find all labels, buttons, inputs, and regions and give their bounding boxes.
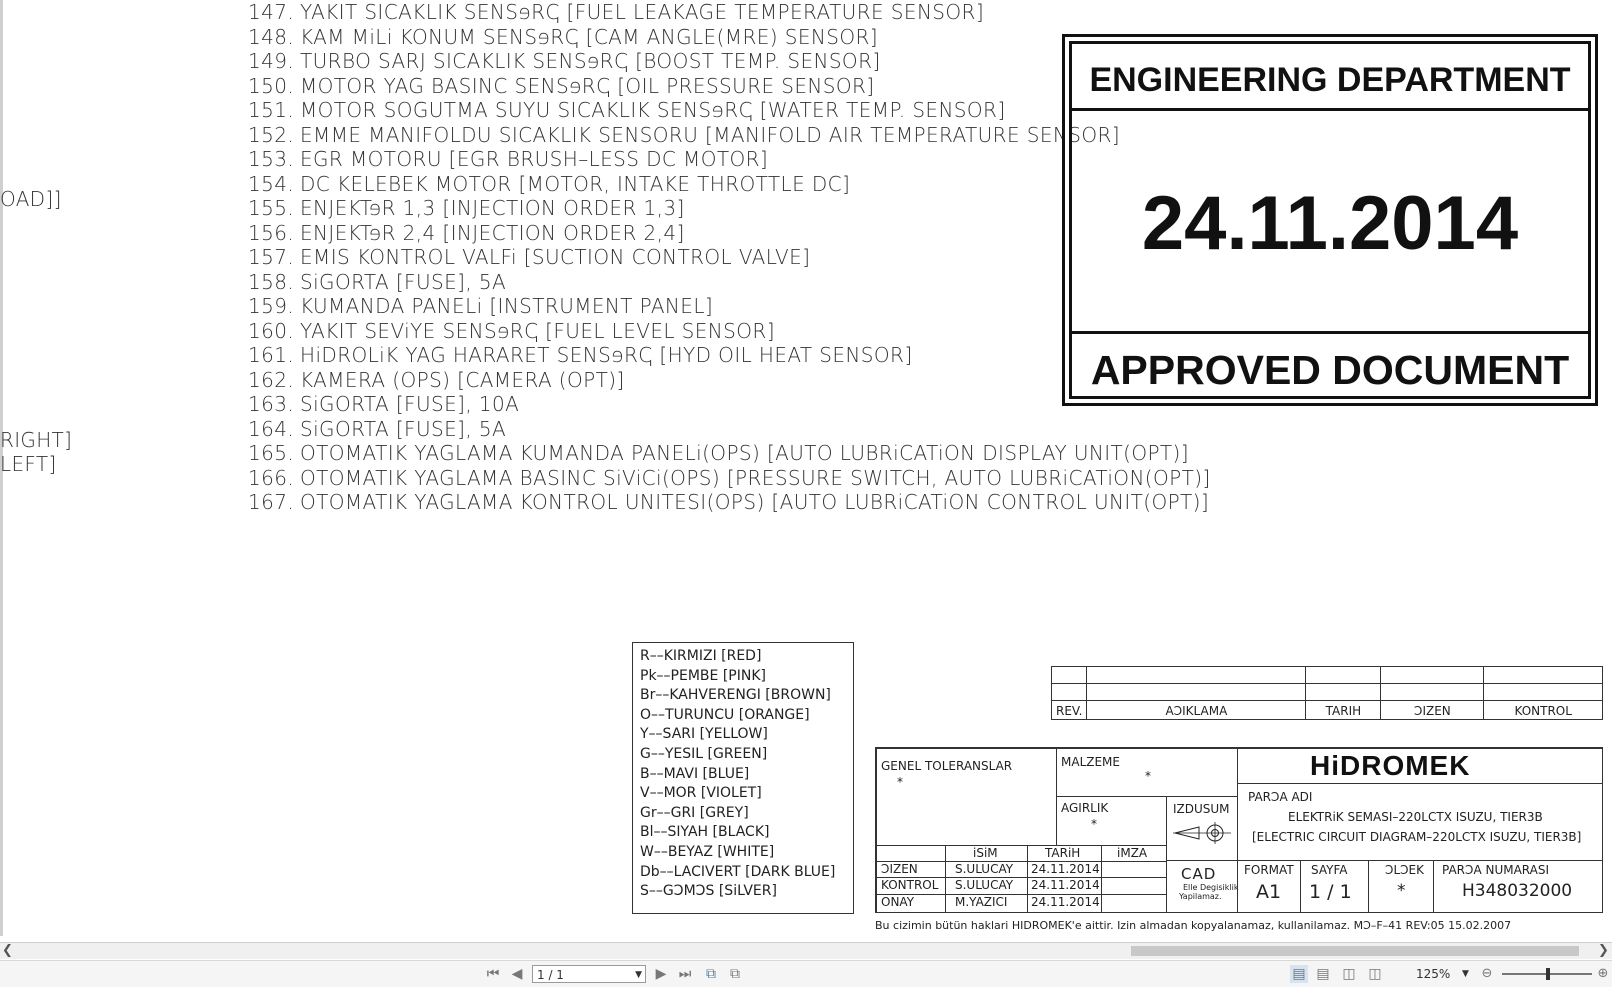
legend-item: Db––LACIVERT [DARK BLUE] — [640, 863, 836, 880]
aciklama-header: AƆIKLAMA — [1087, 701, 1306, 720]
genel-toleranslar-cell — [876, 748, 1057, 846]
cad-note-line2: Yapilamaz. — [1179, 892, 1222, 901]
cad-cell — [1166, 860, 1238, 913]
parts-list-item — [248, 417, 1211, 442]
part-description: SiGORTA [FUSE], 10A — [300, 392, 520, 416]
sayfa-value: 1 / 1 — [1309, 881, 1352, 903]
single-page-view-icon[interactable]: ▤ — [1290, 965, 1308, 983]
scroll-right-icon[interactable]: ❯ — [1598, 943, 1609, 958]
kontrol-date: 24.11.2014 — [1031, 878, 1100, 892]
part-number: 166. — [248, 465, 295, 490]
part-description: YAKIT SEViYE SENSɘRↅ [FUEL LEVEL SENSOR] — [300, 318, 775, 343]
page-indicator: 1 / 1 — [537, 968, 564, 982]
part-number: 165. — [248, 441, 295, 465]
page-number-input[interactable] — [532, 965, 646, 983]
kontrol-role: KONTROL — [881, 878, 939, 892]
format-value: A1 — [1256, 881, 1282, 903]
zoom-slider[interactable] — [1502, 973, 1592, 975]
zoom-level: 125% — [1416, 967, 1451, 981]
part-number: 153. — [248, 147, 295, 171]
part-description: TURBO SARJ SICAKLIK SENSɘRↅ [BOOST TEMP. SENSOR] — [300, 49, 881, 73]
olcek-cell — [1368, 860, 1434, 913]
legend-item: Br––KAHVERENGI [BROWN] — [640, 687, 831, 704]
part-number: 158. — [248, 269, 295, 294]
part-number: 154. — [248, 171, 295, 196]
malzeme-value: * — [1145, 769, 1151, 783]
parts-list-item — [248, 466, 1211, 491]
chevron-down-icon[interactable]: ▼ — [1462, 969, 1469, 979]
genel-toleranslar-value: * — [897, 775, 903, 789]
part-number: 152. — [248, 122, 295, 147]
genel-toleranslar-label: GENEL TOLERANSLAR — [881, 759, 1013, 773]
cad-label: CAD — [1181, 865, 1217, 883]
zoom-level-select[interactable] — [1392, 965, 1472, 983]
part-description: OTOMATIK YAGLAMA KONTROL UNITESI(OPS) [AUTO LUBRiCATiON CONTROL UNIT(OPT)] — [300, 490, 1210, 514]
scrollbar-thumb[interactable] — [1131, 946, 1579, 956]
olcek-value: * — [1397, 881, 1406, 901]
tarih-header: TARiH — [1045, 846, 1081, 860]
olcek-label: ƆLƆEK — [1385, 863, 1425, 877]
zoom-slider-knob[interactable] — [1546, 968, 1550, 980]
part-description: MOTOR YAG BASINC SENSɘRↅ [OIL PRESSURE SENSOR] — [300, 73, 875, 98]
agirlik-cell — [1056, 796, 1167, 846]
cut-off-label: OAD]] — [0, 187, 62, 211]
format-cell — [1237, 860, 1301, 913]
parca-no-label: PARƆA NUMARASI — [1442, 863, 1550, 877]
legend-item: W––BEYAZ [WHITE] — [640, 843, 775, 860]
cizen-header: ƆIZEN — [1381, 701, 1484, 720]
part-description: YAKIT SICAKLIK SENSɘRↅ [FUEL LEAKAGE TEMPERATURE SENSOR] — [300, 0, 985, 24]
part-number: 155. — [248, 196, 295, 220]
isim-header: iSiM — [973, 846, 998, 860]
parca-adi-label: PARƆA ADI — [1248, 790, 1313, 804]
part-number: 163. — [248, 392, 295, 416]
cizen-date: 24.11.2014 — [1031, 862, 1100, 876]
cad-note-line1: Elle Degisiklik — [1183, 883, 1239, 892]
parca-adi-english: [ELECTRIC CIRCUIT DIAGRAM–220LCTX ISUZU, TIER3B] — [1252, 830, 1582, 844]
izdusum-cell — [1166, 796, 1238, 861]
title-block — [875, 747, 1603, 913]
imza-header: iMZA — [1117, 846, 1148, 860]
parca-adi-cell — [1237, 783, 1603, 861]
legend-item: Bl––SIYAH [BLACK] — [640, 824, 770, 841]
part-number: 157. — [248, 245, 295, 269]
approval-stamp — [1062, 34, 1598, 406]
part-description: KUMANDA PANELi [INSTRUMENT PANEL] — [300, 294, 714, 318]
part-description: KAM MiLi KONUM SENSɘRↅ [CAM ANGLE(MRE) SENSOR] — [300, 24, 878, 49]
agirlik-label: AGIRLIK — [1061, 801, 1109, 815]
part-number: 148. — [248, 24, 295, 49]
parca-adi-turkish: ELEKTRiK SEMASI–220LCTX ISUZU, TIER3B — [1288, 810, 1543, 824]
parts-list-item — [248, 441, 1211, 466]
stamp-status: APPROVED DOCUMENT — [1090, 347, 1570, 393]
part-number: 151. — [248, 98, 295, 122]
format-label: FORMAT — [1244, 863, 1294, 877]
parts-list-item — [248, 0, 1211, 25]
part-number: 150. — [248, 73, 295, 98]
brand-cell — [1237, 748, 1603, 784]
cizen-role: ƆIZEN — [881, 862, 918, 876]
cut-off-label: LEFT] — [0, 452, 57, 476]
cizen-name: S.ULUCAY — [955, 862, 1014, 876]
agirlik-value: * — [1091, 817, 1097, 831]
part-description: EMIS KONTROL VALFi [SUCTION CONTROL VALVE] — [300, 245, 811, 269]
legend-item: V––MOR [VIOLET] — [640, 785, 762, 802]
scroll-left-icon[interactable]: ❮ — [2, 943, 13, 958]
projection-symbol-icon — [1173, 821, 1233, 845]
onay-name: M.YAZICI — [955, 895, 1008, 909]
legend-item: Pk––PEMBE [PINK] — [640, 667, 766, 684]
part-description: HiDROLiK YAG HARARET SENSɘRↅ [HYD OIL HEAT SENSOR] — [300, 343, 913, 367]
copy-page-icon[interactable]: ⧉ — [706, 966, 716, 982]
chevron-down-icon[interactable]: ▼ — [635, 970, 642, 980]
two-page-view-icon[interactable]: ◫ — [1342, 966, 1356, 982]
continuous-view-icon[interactable]: ▤ — [1316, 966, 1330, 982]
part-number: 162. — [248, 367, 295, 392]
tarih-header: TARIH — [1306, 701, 1381, 720]
legend-item: B––MAVI [BLUE] — [640, 765, 750, 782]
first-page-icon[interactable]: ⏮ — [486, 966, 500, 982]
signature-grid — [876, 845, 1167, 913]
last-page-icon[interactable]: ⏭ — [678, 966, 692, 982]
part-description: SiGORTA [FUSE], 5A — [300, 416, 507, 441]
hidromek-logo: HiDROMEK — [1310, 750, 1471, 781]
legend-item: S––GƆMƆS [SiLVER] — [640, 883, 777, 900]
izdusum-label: IZDUSUM — [1173, 802, 1230, 816]
kontrol-header: KONTROL — [1484, 701, 1603, 720]
next-page-icon[interactable]: ▶ — [655, 966, 667, 982]
zoom-out-icon[interactable]: ⊖ — [1481, 966, 1493, 981]
zoom-in-icon[interactable]: ⊕ — [1597, 966, 1609, 981]
part-description: OTOMATIK YAGLAMA BASINC SiViCi(OPS) [PRESSURE SWITCH, AUTO LUBRiCATiON(OPT)] — [300, 465, 1211, 490]
sayfa-label: SAYFA — [1311, 863, 1348, 877]
sayfa-cell — [1300, 860, 1369, 913]
legend-item: R––KIRMIZI [RED] — [640, 648, 762, 664]
malzeme-label: MALZEME — [1061, 755, 1120, 769]
viewer-toolbar — [0, 960, 1612, 987]
legend-item: G––YESIL [GREEN] — [640, 745, 768, 762]
part-description: ENJEKTɘR 1,3 [INJECTION ORDER 1,3] — [300, 196, 685, 220]
legend-item: Y––SARI [YELLOW] — [640, 726, 768, 743]
legend-item: Gr––GRI [GREY] — [640, 804, 749, 821]
part-description: KAMERA (OPS) [CAMERA (OPT)] — [300, 367, 625, 392]
part-description: OTOMATIK YAGLAMA KUMANDA PANELi(OPS) [AUTO LUBRiCATiON DISPLAY UNIT(OPT)] — [300, 441, 1189, 465]
onay-role: ONAY — [881, 895, 915, 909]
parca-no-value: H348032000 — [1462, 881, 1573, 901]
copyright-note: Bu cizimin bütün haklari HIDROMEK'e aittir. Izin almadan kopyalanamaz, kullanilamaz. MƆ–F–41 REV:05 15.02.2007 — [875, 919, 1512, 932]
part-number: 149. — [248, 49, 295, 73]
part-number: 159. — [248, 294, 295, 318]
wire-color-legend — [632, 642, 854, 914]
stamp-date: 24.11.2014 — [1072, 111, 1588, 334]
part-number: 160. — [248, 318, 295, 343]
part-number: 164. — [248, 416, 295, 441]
cut-off-label: RIGHT] — [0, 428, 73, 452]
rev-header: REV. — [1052, 701, 1087, 720]
part-description: EGR MOTORU [EGR BRUSH–LESS DC MOTOR] — [300, 147, 769, 171]
two-page-continuous-icon[interactable]: ◫ — [1368, 966, 1382, 982]
previous-page-icon[interactable]: ◀ — [511, 966, 523, 982]
stamp-department: ENGINEERING DEPARTMENT — [1072, 44, 1588, 111]
part-number: 161. — [248, 343, 295, 367]
legend-item: O––TURUNCU [ORANGE] — [640, 706, 810, 723]
part-number: 167. — [248, 490, 295, 514]
fit-page-icon[interactable]: ⧉ — [730, 966, 740, 982]
horizontal-scrollbar[interactable] — [0, 942, 1612, 959]
onay-date: 24.11.2014 — [1031, 895, 1100, 909]
part-description: EMME MANIFOLDU SICAKLIK SENSORU [MANIFOLD AIR TEMPERATURE SENSOR] — [300, 122, 1120, 147]
part-number: 156. — [248, 220, 295, 245]
parts-list-item — [248, 490, 1211, 515]
part-description: SiGORTA [FUSE], 5A — [300, 269, 507, 294]
kontrol-name: S.ULUCAY — [955, 878, 1014, 892]
revision-table — [1051, 666, 1603, 720]
parca-no-cell — [1433, 860, 1603, 913]
malzeme-cell — [1056, 748, 1238, 797]
part-description: DC KELEBEK MOTOR [MOTOR, INTAKE THROTTLE DC] — [300, 171, 851, 196]
part-description: ENJEKTɘR 2,4 [INJECTION ORDER 2,4] — [300, 220, 685, 245]
part-number: 147. — [248, 0, 295, 24]
part-description: MOTOR SOGUTMA SUYU SICAKLIK SENSɘRↅ [WATER TEMP. SENSOR] — [300, 98, 1006, 122]
